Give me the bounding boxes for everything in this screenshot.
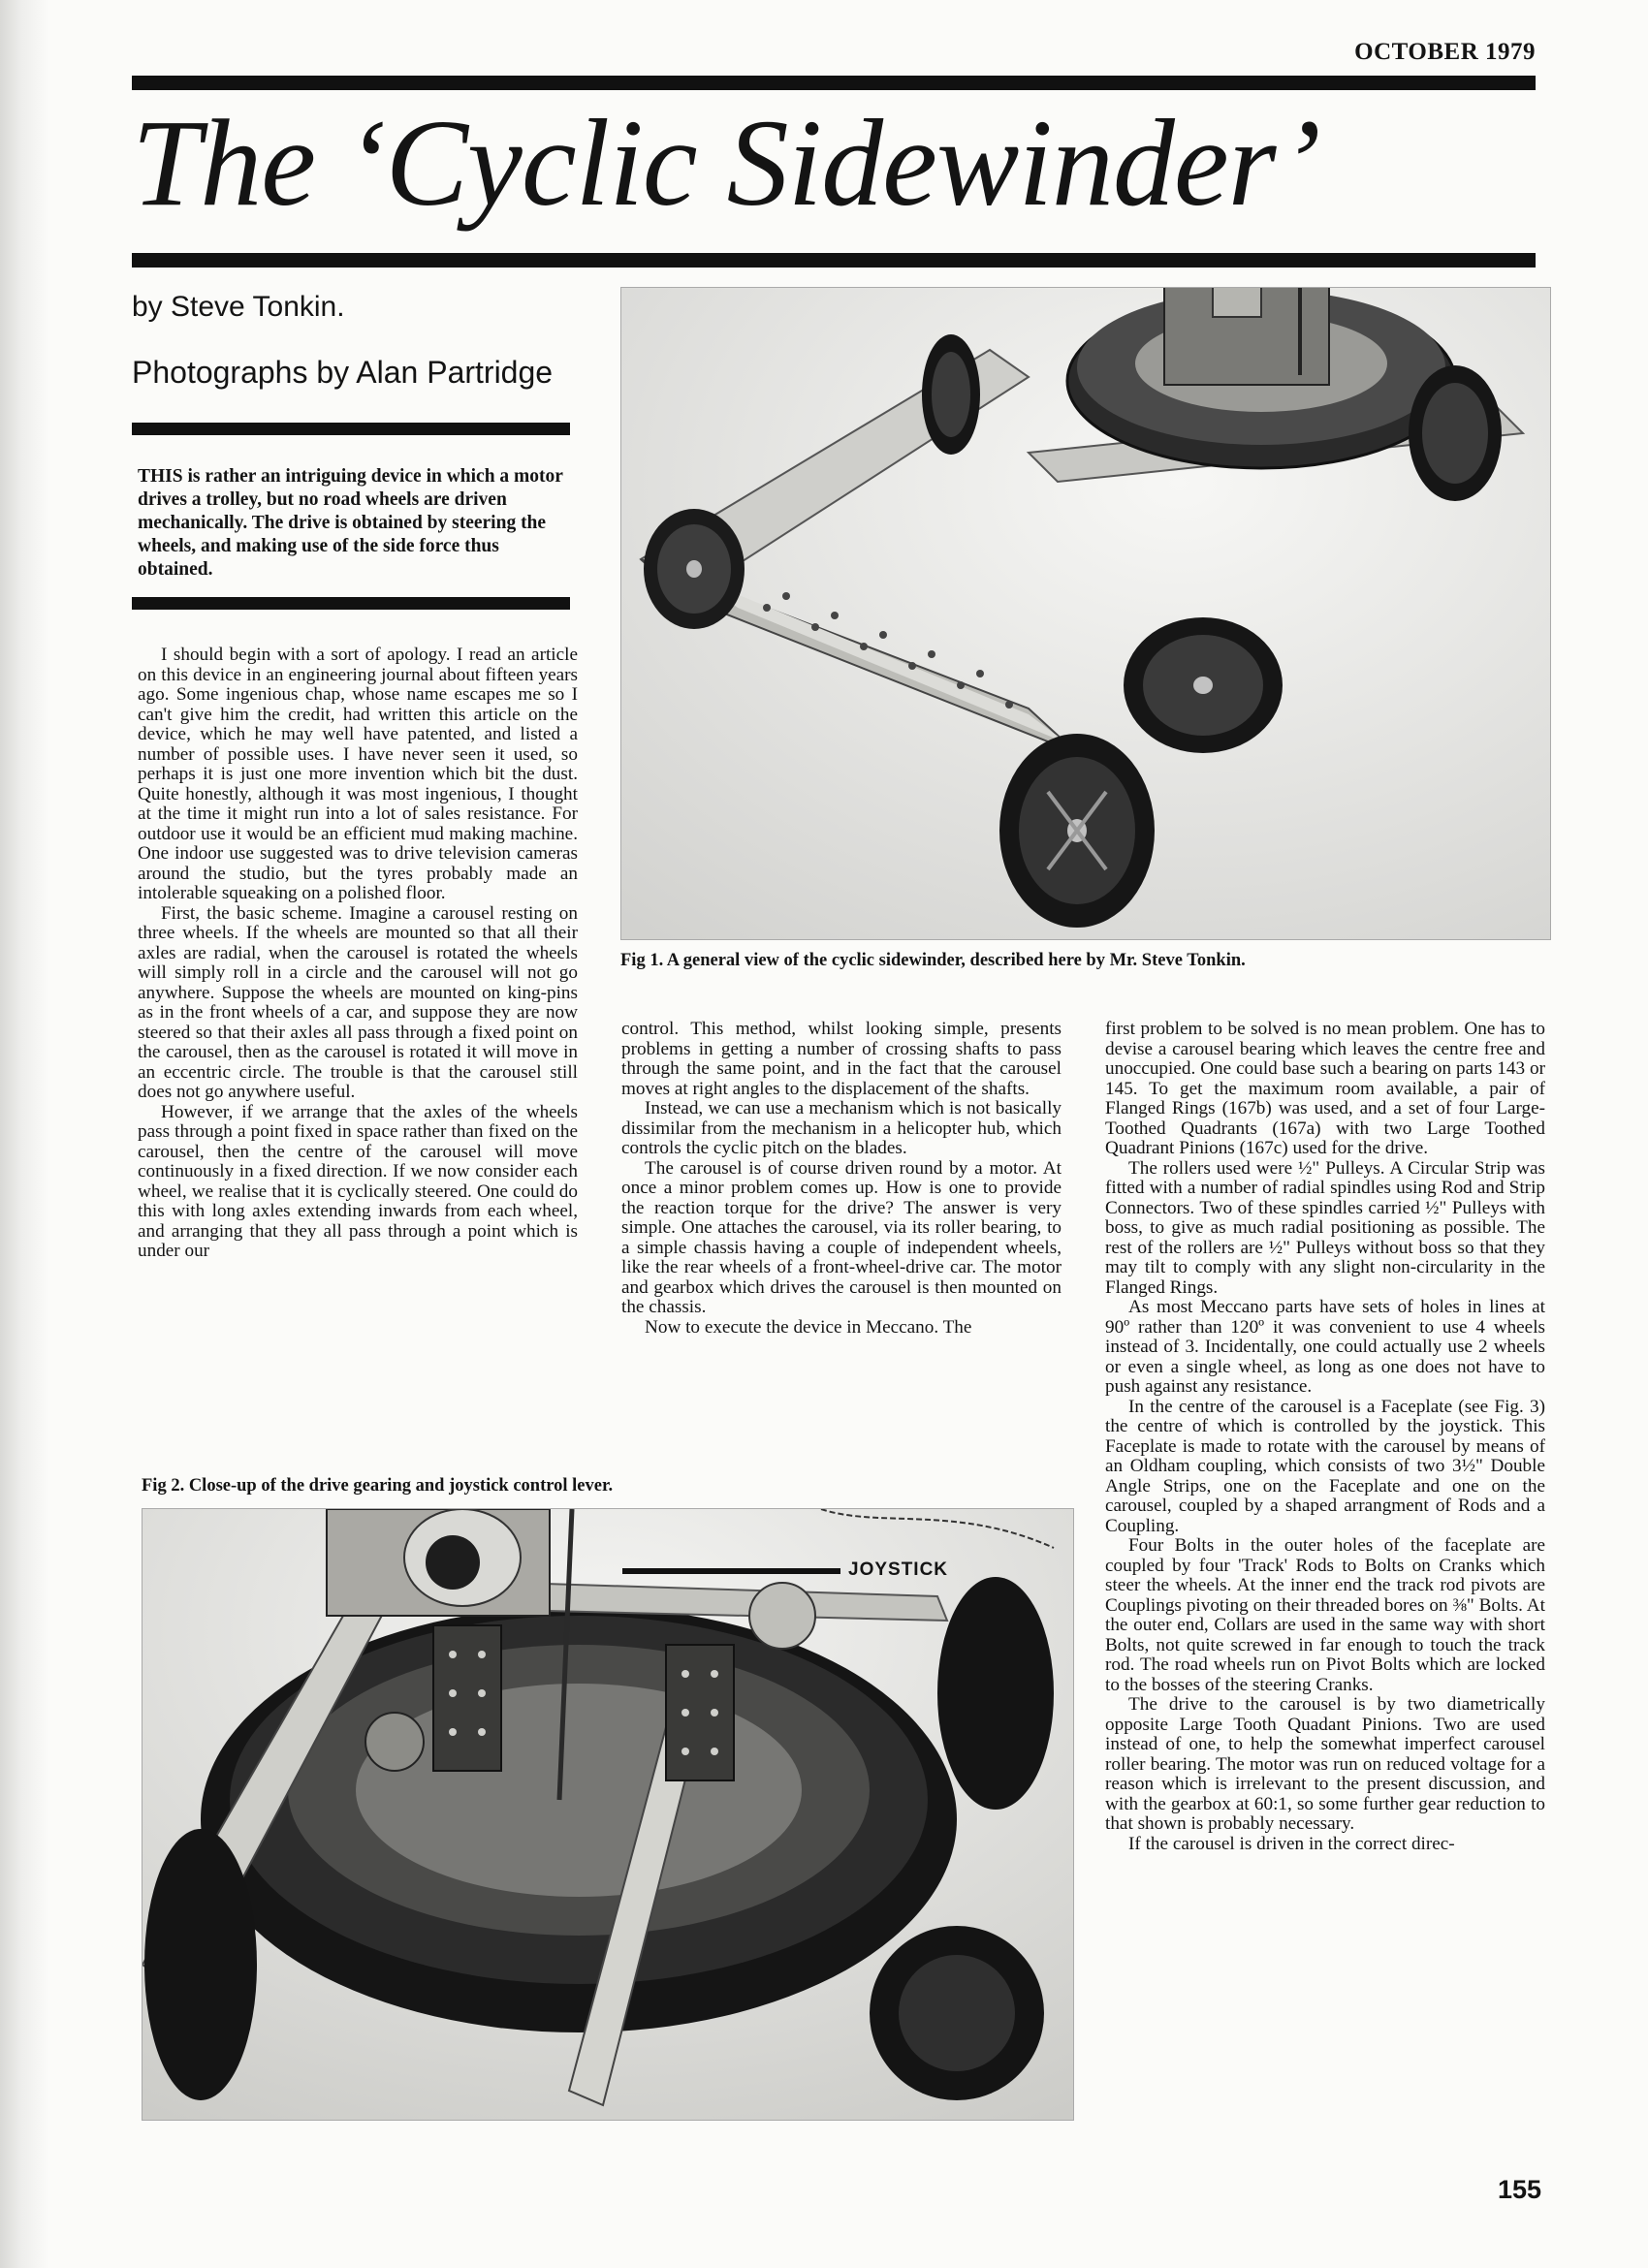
paragraph: If the carousel is driven in the correct direc- xyxy=(1128,1833,1455,1854)
column-3 xyxy=(1105,1020,1545,1854)
paragraph: The drive to the carousel is by two diametrically opposite Large Tooth Quadant Pinions. Two are used instead of one, to help the somewhat imperfect carousel roller bearing. The motor was run on reduced voltage for a reason which is irrelevant to the present discussion, and with the gearbox at 60:1, so some further gear reduction to that shown is probably necessary. xyxy=(1105,1694,1545,1834)
trolley-illustration xyxy=(621,288,1550,939)
joystick-pointer-line xyxy=(622,1568,840,1574)
page-gutter-shadow xyxy=(0,0,48,2268)
wheel-front-right xyxy=(999,734,1155,928)
figure-2-caption: Fig 2. Close-up of the drive gearing and joystick control lever. xyxy=(142,1476,614,1496)
paragraph: The carousel is of course driven round by a motor. At once a minor problem comes up. How is one to provide the reaction torque for the drive? The answer is very simple. One attaches the carousel, via its roller bearing, to a simple chassis having a couple of independent wheels, like the rear wheels of a front-wheel-drive car. The motor and gearbox which drives the carousel is then mounted on the chassis. xyxy=(621,1157,1062,1317)
figure-2-photo xyxy=(142,1508,1074,2121)
standfirst-rule-top xyxy=(132,423,570,435)
paragraph: In the centre of the carousel is a Faceplate (see Fig. 3) the centre of which is controlled by the joystick. This Faceplate is made to rotate with the carousel by means of an Oldham coupling, which consists of two 3½" Double Angle Strips, one on the Faceplate and one on the carousel, coupled by a shaped arrangment of Rods and a Coupling. xyxy=(1105,1396,1545,1536)
wheel-rear-far xyxy=(1409,365,1502,501)
paragraph: Instead, we can use a mechanism which is not basically dissimilar from the mechanism in a helicopter hub, which controls the cyclic pitch on the blades. xyxy=(621,1098,1062,1158)
issue-date: OCTOBER 1979 xyxy=(1354,39,1536,65)
standfirst-rule-bottom xyxy=(132,597,570,610)
paragraph: control. This method, whilst looking simple, presents problems in getting a number of crossing shafts to pass through the same point, and in the fact that the carousel moves at right angles to the displacement of the shafts. xyxy=(621,1019,1062,1099)
paragraph: As most Meccano parts have sets of holes in lines at 90º rather than 120º it was convenient to use 4 wheels instead of 3. Incidentally, one could actually use 2 wheels or even a single wheel, as long as one does not have to push against any resistance. xyxy=(1105,1297,1545,1397)
drive-gearing-illustration xyxy=(143,1509,1073,2120)
paragraph: first problem to be solved is no mean problem. One has to devise a carousel bearing which leaves the centre free and unoccupied. One could base such a bearing on parts 143 or 145. To get the maximum room available, a pair of Flanged Rings (167b) was used, and a set of four Large-Toothed Quadrants (167a) with two Large Toothed Quadrant Pinions (167c) used for the drive. xyxy=(1105,1019,1545,1158)
column-1 xyxy=(138,646,578,1262)
paragraph: I should begin with a sort of apology. I read an article on this device in an engineering journal about fifteen years ago. Some ingenious chap, whose name escapes me so I can't give him the credit, had written this article on the device, which he may well have patented, and listed a number of possible uses. I have never seen it used, so perhaps it is just one more invention which bit the dust. Quite honestly, although it was most ingenious, I thought at the time it might run into a lot of sales resistance. For outdoor use it would be an efficient mud making machine. One indoor use suggested was to drive television cameras around the studio, but the tyres probably made an intolerable squeaking on a polished floor. xyxy=(138,645,578,903)
article-title: The ‘Cyclic Sidewinder’ xyxy=(132,94,1320,232)
paragraph: First, the basic scheme. Imagine a carousel resting on three wheels. If the wheels are mounted so that all their axles are radial, when the carousel is rotated the wheels will simply roll in a circle and the carousel will not go anywhere. Suppose the wheels are mounted on king-pins as in the front wheels of a car, and suppose they are now steered so that their axles all pass through a fixed point on the carousel, then as the carousel is rotated it will move in an eccentric circle. The trouble is that the carousel still does not go anywhere useful. xyxy=(138,902,578,1102)
figure-1-photo xyxy=(620,287,1551,940)
paragraph: The rollers used were ½" Pulleys. A Circular Strip was fitted with a number of radial spindles using Rod and Strip Connectors. Two of these spindles carried ½" Pulleys with boss, to give as much radial positioning as possible. The rest of the rollers are ½" Pulleys without boss so that they may tilt to comply with any slight non-circularity in the Flanged Rings. xyxy=(1105,1157,1545,1298)
wheel-front-left xyxy=(644,509,745,629)
page-number: 155 xyxy=(1497,2175,1541,2204)
figure-1-caption: Fig 1. A general view of the cyclic sidewinder, described here by Mr. Steve Tonkin. xyxy=(620,951,1246,970)
column-2 xyxy=(621,1020,1062,1338)
joystick-label: JOYSTICK xyxy=(848,1559,949,1580)
paragraph: Four Bolts in the outer holes of the faceplate are coupled by four 'Track' Rods to Bolts on Cranks which steer the wheels. At the inner end the track rod pivots are Couplings pivoting on their threaded bores on ⅜" Bolts. At the outer end, Collars are used in the same way with short Bolts, not quite screwed in far enough to touch the track rod. The road wheels run on Pivot Bolts which are locked to the bosses of the steering Cranks. xyxy=(1105,1535,1545,1695)
title-rule-bottom xyxy=(132,253,1536,268)
wheel-rear-right xyxy=(1124,617,1283,753)
paragraph: However, if we arrange that the axles of the wheels pass through a point fixed in space rather than fixed on the carousel, then the centre of the carousel will move continuously in a fixed direction. If we now consider each wheel, we realise that it is cyclically steered. One could do this with long axles extending inwards from each wheel, and arranging that they all pass through a point which is under our xyxy=(138,1101,578,1261)
wheel-left-mid xyxy=(922,334,980,455)
photo-credit: Photographs by Alan Partridge xyxy=(132,355,554,390)
title-rule-top xyxy=(132,76,1536,90)
standfirst: THIS is rather an intriguing device in which a motor drives a trolley, but no road wheels are driven mechanically. The drive is obtained by steering the wheels, and making use of the side force thus obtained. xyxy=(138,466,563,580)
byline: by Steve Tonkin. xyxy=(132,291,345,323)
paragraph: Now to execute the device in Meccano. The xyxy=(645,1316,972,1338)
